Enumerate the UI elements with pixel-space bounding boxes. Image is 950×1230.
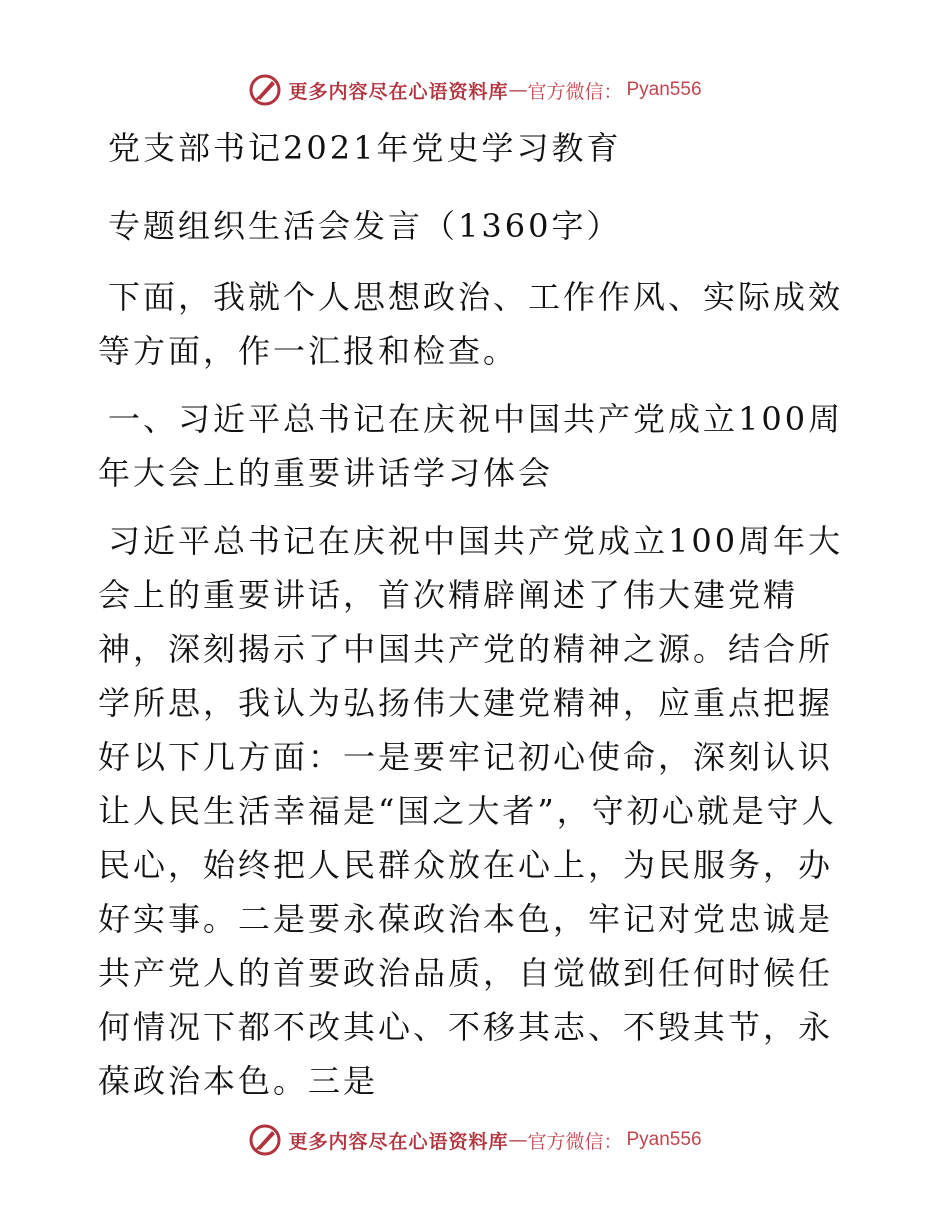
document-body — [98, 120, 858, 1108]
quill-pen-logo-icon — [248, 73, 282, 107]
watermark-site-text: 更多内容尽在心语资料库 — [288, 1130, 509, 1153]
quill-pen-logo-icon — [248, 1123, 282, 1157]
document-title-line2: 专题组织生活会发言（1360字） — [108, 207, 622, 245]
watermark-site-text: 更多内容尽在心语资料库 — [288, 80, 509, 103]
watermark-official-label: 官方微信： — [527, 80, 623, 103]
watermark-header — [0, 70, 950, 110]
paragraph-body: 习近平总书记在庆祝中国共产党成立100周年大会上的重要讲话，首次精辟阐述了伟大建党精神，深刻揭示了中国共产党的精神之源。结合所学所思，我认为弘扬伟大建党精神，应重点把握好以下几方面：一是要牢记初心使命，深刻认识让人民生活幸福是“国之大者”，守初心就是守人民心，始终把人民群众放在心上，为民服务，办好实事。二是要永葆政治本色，牢记对党忠诚是共产党人的首要政治品质，自觉做到任何时候任何情况下都不改其心、不移其志、不毁其节，永葆政治本色。三是 — [98, 522, 844, 1100]
watermark-wechat-id: Pyan556 — [626, 1129, 702, 1150]
watermark-separator: — — [508, 79, 528, 101]
watermark-official-label: 官方微信： — [527, 1130, 623, 1153]
watermark-separator: — — [508, 1129, 528, 1151]
watermark-wechat-id: Pyan556 — [626, 79, 702, 100]
paragraph-section-heading: 一、习近平总书记在庆祝中国共产党成立100周年大会上的重要讲话学习体会 — [98, 400, 844, 492]
document-title-line1: 党支部书记2021年党史学习教育 — [108, 129, 622, 167]
watermark-footer — [0, 1120, 950, 1160]
paragraph-intro: 下面，我就个人思想政治、工作作风、实际成效等方面，作一汇报和检查。 — [98, 278, 844, 370]
